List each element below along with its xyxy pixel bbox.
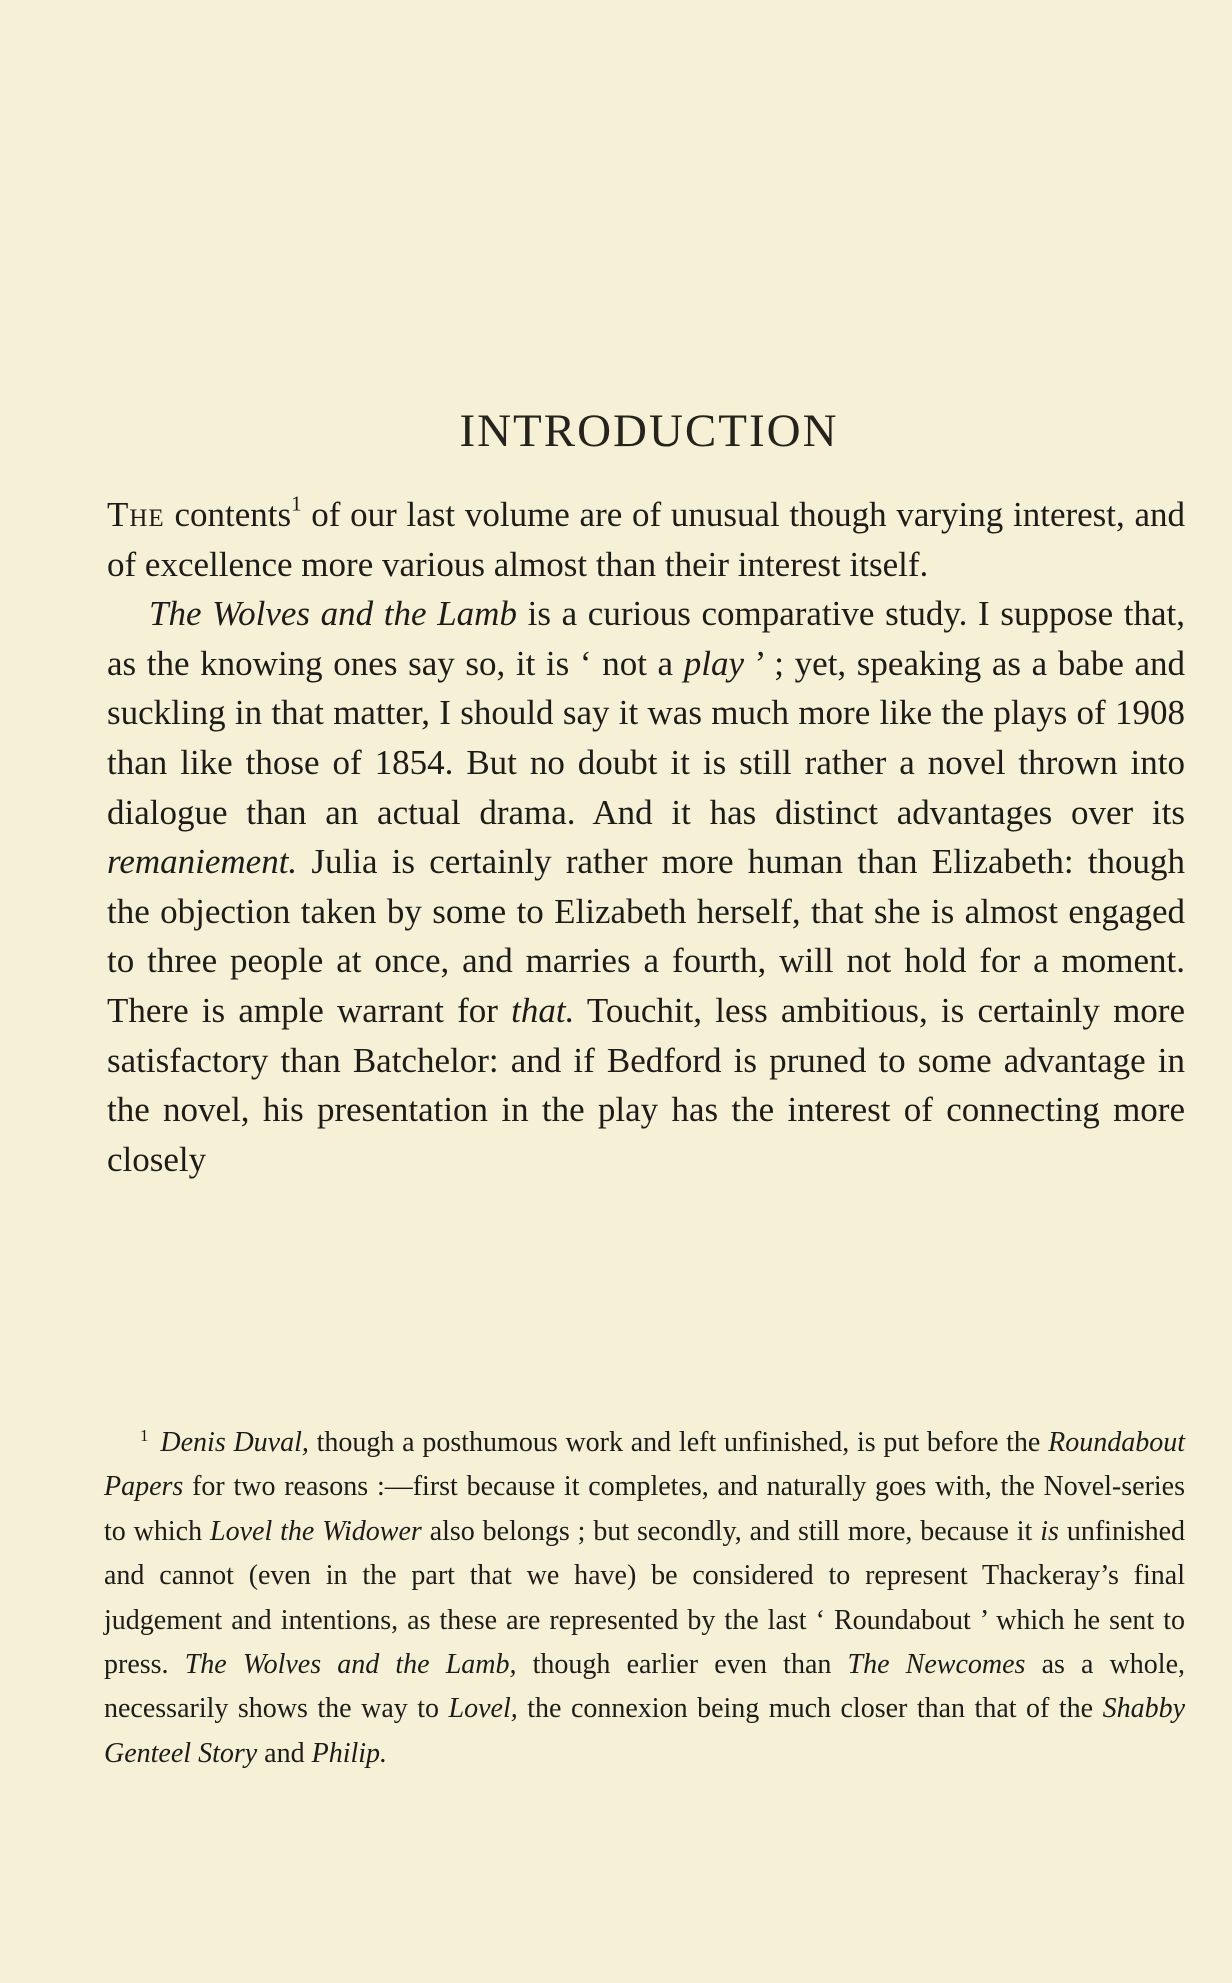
- paragraph-1: [107, 490, 1185, 589]
- title-wolves-and-lamb: The Wolves and the Lamb: [149, 594, 517, 634]
- lead-word: The: [107, 495, 165, 534]
- footnote: [104, 1421, 1185, 1776]
- emphasis-is: is: [1040, 1515, 1059, 1547]
- paragraph-2-text-3: Julia is certainly rather more human than Elizabeth: though the objection taken by some to Elizabeth herself, that she is almost engaged to three people at once, and marries a fourth, will not hold for a moment. There is ample warrant for: [107, 842, 1185, 1030]
- footnote-marker: 1: [140, 1425, 149, 1445]
- title-shabby-genteel-story: Shabby Genteel Story: [104, 1693, 1185, 1769]
- footnote-text-2: for two reasons :—first because it completes, and naturally goes with, the Novel-series to which: [104, 1471, 1185, 1547]
- footnote-text-8: and: [264, 1737, 305, 1769]
- footnote-text-4: unfinished and cannot (even in the part that we have) be considered to represent Thackeray’s final judgement and intentions, as these are represented by the last ‘ Roundabout ’ which he sent to press.: [104, 1515, 1186, 1681]
- title-roundabout-papers: Roundabout Papers: [104, 1427, 1185, 1503]
- footnote-text-7: the connexion being much closer than that of the: [527, 1693, 1094, 1725]
- chapter-heading: INTRODUCTION: [459, 405, 839, 457]
- title-the-newcomes: The Newcomes: [847, 1649, 1026, 1681]
- body-text: [107, 490, 1185, 1184]
- paragraph-2: [107, 589, 1185, 1184]
- title-lovel-the-widower: Lovel the Widower: [210, 1515, 422, 1547]
- emphasis-play: play: [683, 643, 744, 683]
- footnote-text-1: though a posthumous work and left unfinished, is put before the: [316, 1427, 1041, 1458]
- footnote-reference: 1: [291, 491, 302, 516]
- paragraph-2-text-1: is a curious comparative study. I suppose that, as the knowing ones say so, it is ‘ not a: [107, 594, 1186, 683]
- title-philip: Philip.: [311, 1737, 388, 1769]
- paragraph-1-text: of our last volume are of unusual though varying interest, and of excellence more various almost than their interest itself.: [107, 495, 1186, 584]
- footnote-paragraph: [104, 1421, 1185, 1776]
- paragraph-2-text-2: ’ ; yet, speaking as a babe and suckling in that matter, I should say it was much more like the plays of 1908 than like those of 1854. But no doubt it is still rather a novel thrown into dialogue than an actual drama. And it has distinct advantages over its: [107, 643, 1186, 832]
- footnote-text-3: also belongs ; but secondly, and still more, because it: [429, 1515, 1033, 1547]
- emphasis-remaniement: remaniement.: [107, 842, 298, 882]
- footnote-text-6: as a whole, necessarily shows the way to: [104, 1649, 1186, 1725]
- title-denis-duval: Denis Duval,: [160, 1427, 309, 1458]
- emphasis-that: that.: [511, 990, 575, 1030]
- title-wolves-and-lamb-footnote: The Wolves and the Lamb,: [184, 1649, 517, 1681]
- paragraph-2-text-4: Touchit, less ambitious, is certainly more satisfactory than Batchelor: and if Bedford is pruned to some advantage in the novel, his presentation in the play has the interest of connecting more closely: [107, 990, 1185, 1179]
- word-contents: contents: [174, 495, 292, 534]
- footnote-text-5: though earlier even than: [532, 1649, 832, 1681]
- title-lovel: Lovel,: [448, 1693, 518, 1725]
